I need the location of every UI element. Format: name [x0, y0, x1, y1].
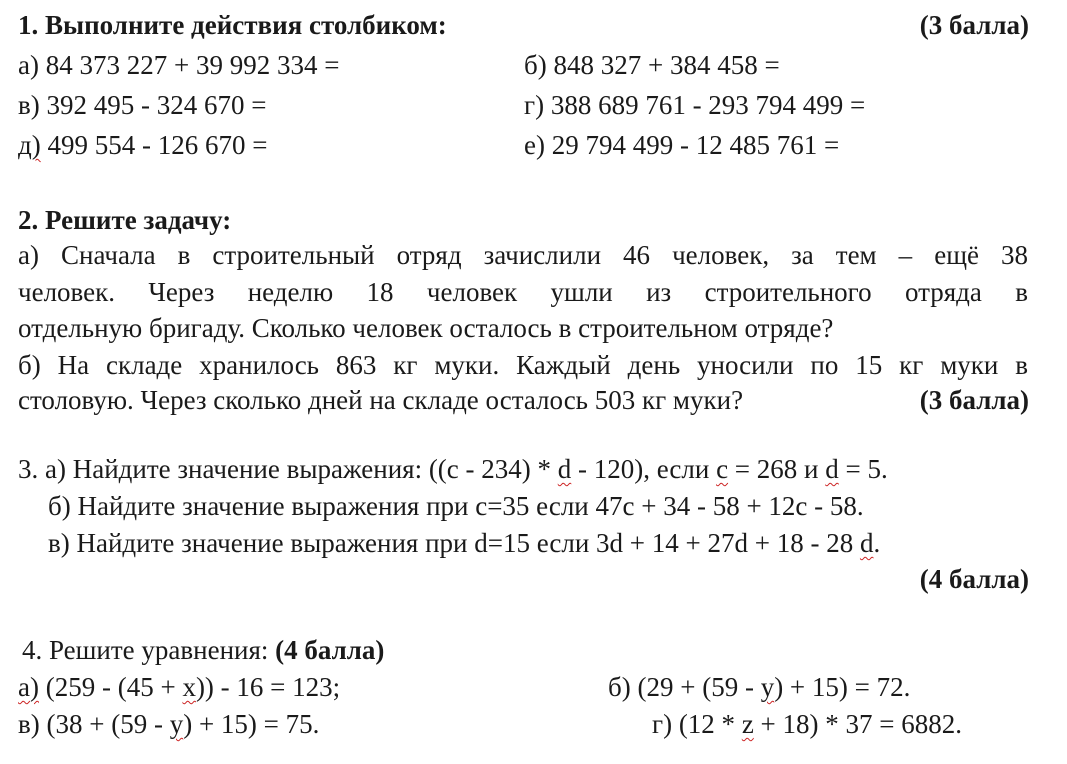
task4-item-b [608, 674, 910, 701]
task3-item-v [48, 530, 880, 557]
task1-item-e: е) 29 794 499 - 12 485 761 = [524, 130, 840, 160]
task3-a-var-d: d [557, 454, 572, 484]
task4-points: (4 балла) [275, 635, 385, 665]
task1-title: 1. Выполните действия столбиком: [18, 10, 447, 40]
task3-points: (4 балла) [919, 564, 1029, 594]
task4-b-text: б) (29 + (59 - [608, 672, 761, 702]
task3-item-b: б) Найдите значение выражения при c=35 если 47c + 34 - 58 + 12c - 58. [48, 491, 864, 521]
task2-points: (3 балла) [919, 385, 1029, 415]
task4-v-var-y: y [169, 709, 184, 739]
task3-item-a [18, 456, 888, 483]
task1-item-d-label: д) [18, 130, 41, 160]
task2-line-3: отдельную бригаду. Сколько человек осталось в строительном отряде? [18, 313, 834, 343]
task4-a-text: (259 - (45 + [38, 672, 183, 702]
task2-title: 2. Решите задачу: [18, 205, 232, 235]
task4-a-label: а) [18, 672, 39, 702]
task2-line-4: б) На складе хранилось 863 кг муки. Каждый день уносили по 15 кг муки в [18, 350, 1028, 380]
task1-item-d-expr: 499 554 - 126 670 = [40, 130, 268, 160]
task4-item-g [652, 711, 962, 738]
task4-a-var-x: x [182, 672, 196, 702]
task1-item-g: г) 388 689 761 - 293 794 499 = [524, 90, 866, 120]
task1-item-d [18, 132, 267, 159]
task1-item-a: а) 84 373 227 + 39 992 334 = [18, 50, 340, 80]
task4-title-text: 4. Решите уравнения: [22, 635, 276, 665]
task2-line-5: столовую. Через сколько дней на складе осталось 503 кг муки? [18, 385, 744, 415]
task1-points: (3 балла) [919, 10, 1029, 40]
task2-line-1: а) Сначала в строительный отряд зачислили 46 человек, за тем – ещё 38 [18, 240, 1028, 270]
task2-line-2: человек. Через неделю 18 человек ушли из строительного отряда в [18, 277, 1028, 307]
task1-item-v: в) 392 495 - 324 670 = [18, 90, 267, 120]
task4-g-text: г) (12 * [652, 709, 742, 739]
task3-a-text-2: - 120), если [571, 454, 717, 484]
task3-a-var-d2: d [825, 454, 839, 484]
task4-g-var-z: z [741, 709, 754, 739]
task3-a-text-4: = 5. [838, 454, 888, 484]
task4-v-text: в) (38 + (59 - [18, 709, 170, 739]
task3-v-var-d: d [859, 528, 874, 558]
task4-title [22, 637, 384, 664]
task4-item-v [18, 711, 319, 738]
task4-b-var-y: y [760, 672, 775, 702]
task3-a-text: 3. а) Найдите значение выражения: ((c - 234) * [18, 454, 558, 484]
task3-a-text-3: = 268 и [728, 454, 826, 484]
task4-v-text-2: ) + 15) = 75. [183, 709, 320, 739]
task4-g-text-2: + 18) * 37 = 6882. [753, 709, 962, 739]
task4-item-a [18, 674, 340, 701]
task3-a-var-c: c [716, 454, 729, 484]
task3-v-text-2: . [873, 528, 881, 558]
task4-b-text-2: ) + 15) = 72. [774, 672, 911, 702]
task4-a-text-2: )) - 16 = 123; [195, 672, 341, 702]
task3-v-text: в) Найдите значение выражения при d=15 если 3d + 14 + 27d + 18 - 28 [48, 528, 860, 558]
task1-item-b: б) 848 327 + 384 458 = [524, 50, 780, 80]
